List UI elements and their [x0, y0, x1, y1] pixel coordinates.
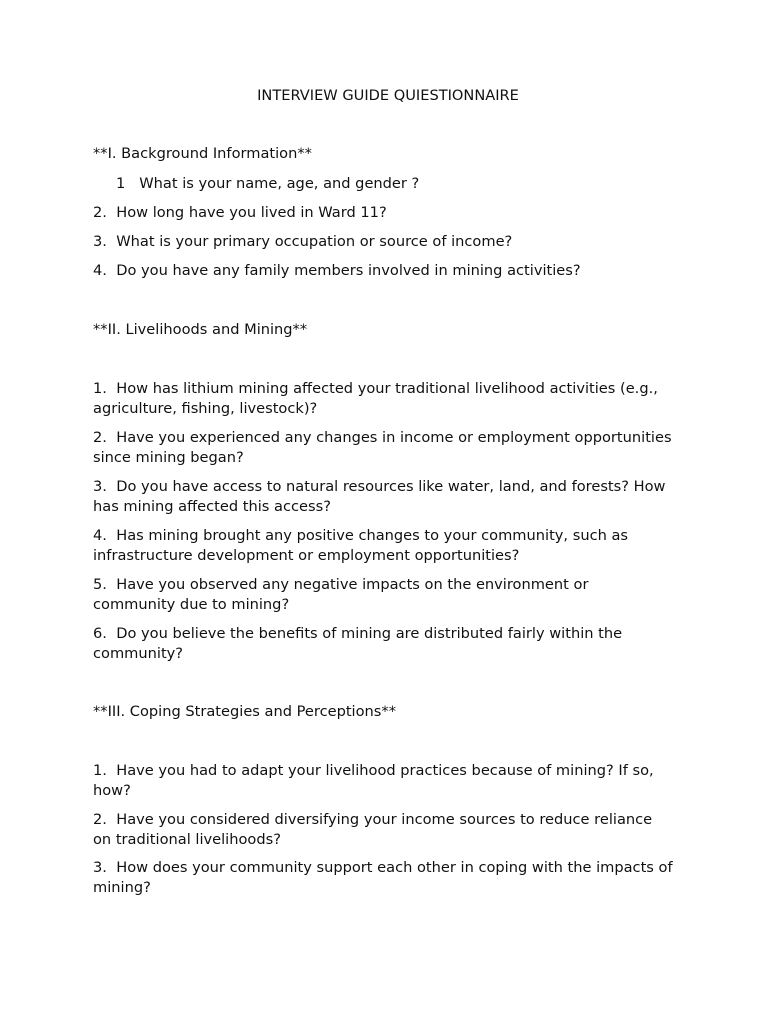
question-number: 6. [93, 625, 107, 642]
question-item [93, 526, 673, 565]
question-text: How has lithium mining affected your traditional livelihood activities (e.g., agriculture, fishing, livestock)? [93, 380, 658, 417]
section-heading-background: **I. Background Information** [93, 145, 312, 162]
question-item [93, 761, 673, 800]
question-item [93, 858, 673, 897]
question-item [93, 477, 673, 516]
question-number: 2. [93, 204, 107, 221]
question-text: What is your primary occupation or source of income? [116, 233, 513, 250]
question-number: 2. [93, 429, 107, 446]
question-item [116, 174, 696, 194]
document-title: INTERVIEW GUIDE QUIESTIONNAIRE [257, 87, 519, 104]
question-number: 4. [93, 527, 107, 544]
question-number: 3. [93, 233, 107, 250]
question-item [93, 810, 673, 849]
question-number: 3. [93, 859, 107, 876]
question-text: Do you have any family members involved in mining activities? [116, 262, 581, 279]
question-text: Have you had to adapt your livelihood practices because of mining? If so, how? [93, 762, 654, 799]
section-heading-livelihoods: **II. Livelihoods and Mining** [93, 321, 308, 338]
question-text: Have you considered diversifying your income sources to reduce reliance on traditional livelihoods? [93, 811, 653, 848]
question-number: 1. [93, 762, 107, 779]
question-number: 1. [93, 380, 107, 397]
question-text: How does your community support each other in coping with the impacts of mining? [93, 859, 673, 896]
question-text: Has mining brought any positive changes to your community, such as infrastructure development or employment opportunities? [93, 527, 629, 564]
section-heading-coping: **III. Coping Strategies and Perceptions** [93, 703, 396, 720]
question-item [93, 203, 673, 223]
question-number: 3. [93, 478, 107, 495]
question-number: 5. [93, 576, 107, 593]
question-item [93, 261, 673, 281]
question-number: 4. [93, 262, 107, 279]
question-text: Have you observed any negative impacts on the environment or community due to mining? [93, 576, 589, 613]
question-item [93, 428, 673, 467]
question-number: 1 [116, 175, 126, 192]
question-number: 2. [93, 811, 107, 828]
question-text: Do you have access to natural resources like water, land, and forests? How has mining affected this access? [93, 478, 666, 515]
question-text: What is your name, age, and gender ? [139, 175, 420, 192]
question-item [93, 575, 673, 614]
question-item [93, 379, 673, 418]
question-item [93, 232, 673, 252]
question-text: Have you experienced any changes in income or employment opportunities since mining began? [93, 429, 672, 466]
question-text: How long have you lived in Ward 11? [116, 204, 387, 221]
question-text: Do you believe the benefits of mining are distributed fairly within the community? [93, 625, 623, 662]
question-item [93, 624, 673, 663]
